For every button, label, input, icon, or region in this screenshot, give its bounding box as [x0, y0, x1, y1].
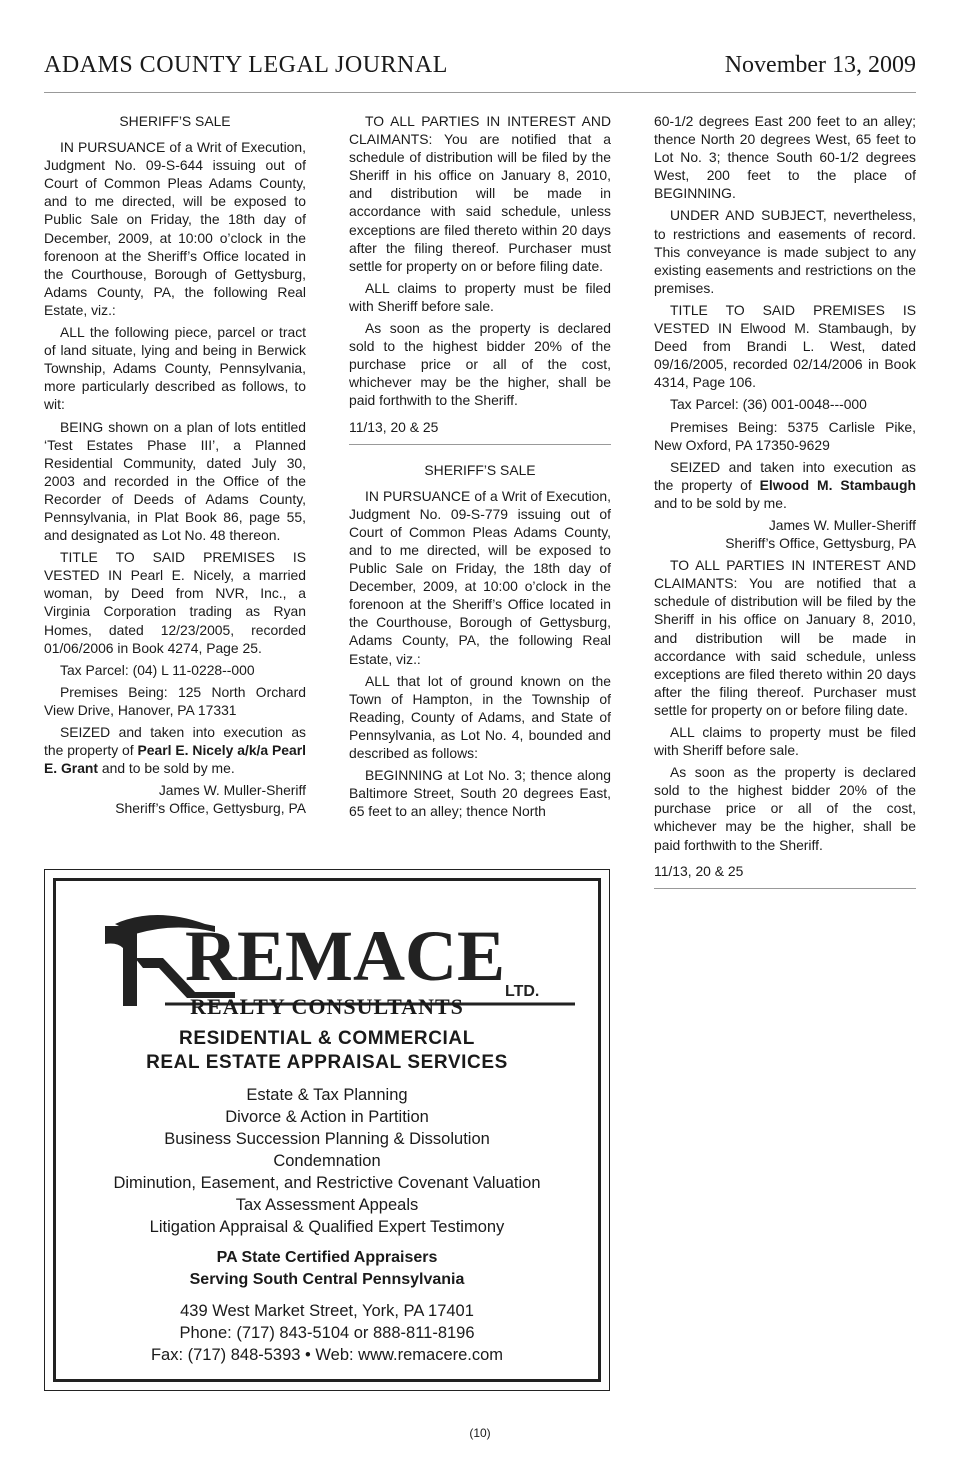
- signature-office: Sheriff’s Office, Gettysburg, PA: [115, 800, 306, 817]
- paragraph: ALL claims to property must be filed with Sheriff before sale.: [654, 724, 916, 759]
- signature-office: Sheriff’s Office, Gettysburg, PA: [725, 535, 916, 552]
- seized-text: SEIZED and taken into execution as the property of: [44, 724, 306, 759]
- ad-address: 439 West Market Street, York, PA 17401: [180, 1302, 474, 1320]
- paragraph: As soon as the property is declared sold to the highest bidder 20% of the purchase price or all of the cost, whichever may be the higher, shall be paid forthwith to the Sheriff.: [654, 764, 916, 853]
- notice-title: SHERIFF’S SALE: [119, 113, 231, 129]
- seized-paragraph: [44, 723, 306, 777]
- ad-heading-1: RESIDENTIAL & COMMERCIAL: [179, 1028, 475, 1049]
- certification-line: PA State Certified Appraisers: [216, 1249, 438, 1266]
- svg-text:REMACE: REMACE: [185, 916, 505, 996]
- column-2: [349, 112, 611, 824]
- signature-name: James W. Muller-Sheriff: [158, 782, 306, 799]
- ad-heading-2: REAL ESTATE APPRAISAL SERVICES: [146, 1052, 508, 1073]
- seized-text-end: and to be sold by me.: [654, 494, 787, 511]
- paragraph: UNDER AND SUBJECT, nevertheless, to restrictions and easements of record. This conveyance is made subject to any existing easements and restrictions on the premises.: [654, 207, 916, 296]
- remace-logo: [95, 888, 595, 1008]
- ad-phone: Phone: (717) 843-5104 or 888-811-8196: [179, 1324, 475, 1342]
- journal-title: ADAMS COUNTY LEGAL JOURNAL: [44, 52, 448, 78]
- issue-date: November 13, 2009: [724, 52, 916, 78]
- premises-address: Premises Being: 5375 Carlisle Pike, New Oxford, PA 17350-9629: [654, 418, 916, 453]
- paragraph: IN PURSUANCE of a Writ of Execution, Judgment No. 09-S-779 issuing out of Court of Common Pleas Adams County, and to me directed, will be exposed to Public Sale on Friday, the 18th day of December, 2009, at 10:00 o’clock in the forenoon at the Sheriff’s Office located in the Courthouse, Borough of Gettysburg, Adams County, PA, the following Real Estate, viz.:: [349, 487, 611, 667]
- publication-dates: 11/13, 20 & 25: [654, 862, 744, 879]
- paragraph: ALL that lot of ground known on the Town of Hampton, in the Township of Reading, County of Adams, and State of Pennsylvania, as Lot No. 4, bounded and described as follows:: [349, 672, 611, 761]
- page-number: (10): [469, 1426, 491, 1440]
- seized-paragraph: [654, 458, 916, 512]
- divider: [654, 888, 916, 889]
- service-item: Diminution, Easement, and Restrictive Covenant Valuation: [113, 1174, 541, 1192]
- owner-name: Pearl E. Nicely a/k/a Pearl E. Grant: [44, 742, 306, 777]
- paragraph: TITLE TO SAID PREMISES IS VESTED IN Elwood M. Stambaugh, by Deed from Brandi L. West, dated 09/16/2005, recorded 02/14/2006 in Book 4314, Page 106.: [654, 301, 916, 391]
- notice-title: SHERIFF’S SALE: [424, 461, 536, 478]
- tax-parcel: Tax Parcel: (04) L 11-0228--000: [60, 661, 255, 678]
- paragraph: BEGINNING at Lot No. 3; thence along Baltimore Street, South 20 degrees East, 65 feet to an alley; thence North: [349, 767, 611, 820]
- paragraph: TITLE TO SAID PREMISES IS VESTED IN Pearl E. Nicely, a married woman, by Deed from NVR, Inc., a Virginia Corporation trading as Ryan Homes, dated 12/23/2005, recorded 01/06/2006 in Book 4274, Page 25.: [44, 549, 306, 656]
- owner-name: Elwood M. Stambaugh: [759, 476, 916, 493]
- remace-advertisement: [44, 869, 610, 1391]
- service-item: Estate & Tax Planning: [246, 1086, 408, 1104]
- signature-name: James W. Muller-Sheriff: [768, 516, 916, 533]
- paragraph: TO ALL PARTIES IN INTEREST AND CLAIMANTS: You are notified that a schedule of distribution will be filed by the Sheriff in his office on January 8, 2010, and distribution will be made in accordance with said schedule, unless exceptions are filed thereto within 20 days after the filing thereof. Purchaser must settle for property on or before filing date.: [654, 557, 916, 718]
- ad-subtitle: REALTY CONSULTANTS: [190, 994, 464, 1019]
- divider: [349, 444, 611, 445]
- ad-fax-web: Fax: (717) 848-5393 • Web: www.remacere.com: [150, 1346, 504, 1364]
- tax-parcel: Tax Parcel: (36) 001-0048---000: [670, 396, 867, 413]
- seized-text: SEIZED and taken into execution as the property of: [654, 458, 916, 493]
- paragraph: ALL claims to property must be filed with Sheriff before sale.: [349, 279, 611, 314]
- service-item: Divorce & Action in Partition: [225, 1108, 429, 1126]
- column-3: [654, 112, 916, 905]
- service-item: Tax Assessment Appeals: [235, 1196, 419, 1214]
- service-item: Litigation Appraisal & Qualified Expert Testimony: [149, 1218, 505, 1236]
- seized-text-end: and to be sold by me.: [98, 760, 235, 777]
- service-item: Condemnation: [273, 1152, 381, 1170]
- svg-text:LTD.: LTD.: [505, 983, 540, 1000]
- premises-address: Premises Being: 125 North Orchard View Drive, Hanover, PA 17331: [44, 683, 306, 718]
- column-1: [44, 112, 306, 817]
- service-item: Business Succession Planning & Dissolution: [164, 1130, 490, 1148]
- paragraph: As soon as the property is declared sold to the highest bidder 20% of the purchase price or all of the cost, whichever may be the higher, shall be paid forthwith to the Sheriff.: [349, 320, 611, 409]
- paragraph: TO ALL PARTIES IN INTEREST AND CLAIMANTS: You are notified that a schedule of distribution will be filed by the Sheriff in his office on January 8, 2010, and distribution will be made in accordance with said schedule, unless exceptions are filed thereto within 20 days after the filing thereof. Purchaser must settle for property on or before filing date.: [349, 113, 611, 274]
- paragraph: 60-1/2 degrees East 200 feet to an alley; thence North 20 degrees West, 65 feet to Lot No. 3; thence South 60-1/2 degrees West, 200 feet to the place of BEGINNING.: [654, 113, 916, 202]
- service-area-line: Serving South Central Pennsylvania: [189, 1271, 465, 1288]
- publication-dates: 11/13, 20 & 25: [349, 418, 439, 435]
- paragraph: IN PURSUANCE of a Writ of Execution, Judgment No. 09-S-644 issuing out of Court of Common Pleas Adams County, and to me directed, will be exposed to Public Sale on Friday, the 18th day of December, 2009, at 10:00 o’clock in the forenoon at the Sheriff’s Office located in the Courthouse, Borough of Gettysburg, Adams County, PA, the following Real Estate, viz.:: [44, 139, 306, 318]
- page-header: [44, 52, 916, 93]
- paragraph: BEING shown on a plan of lots entitled ‘Test Estates Phase III’, a Planned Residential Community, dated July 30, 2003 and recorded in the Office of the Recorder of Deeds of Adams County, Pennsylvania, in Plat Book 86, page 55, and designated as Lot No. 48 thereon.: [44, 418, 306, 544]
- paragraph: ALL the following piece, parcel or tract of land situate, lying and being in Berwick Township, Adams County, Pennsylvania, more particularly described as follows, to wit:: [44, 324, 306, 413]
